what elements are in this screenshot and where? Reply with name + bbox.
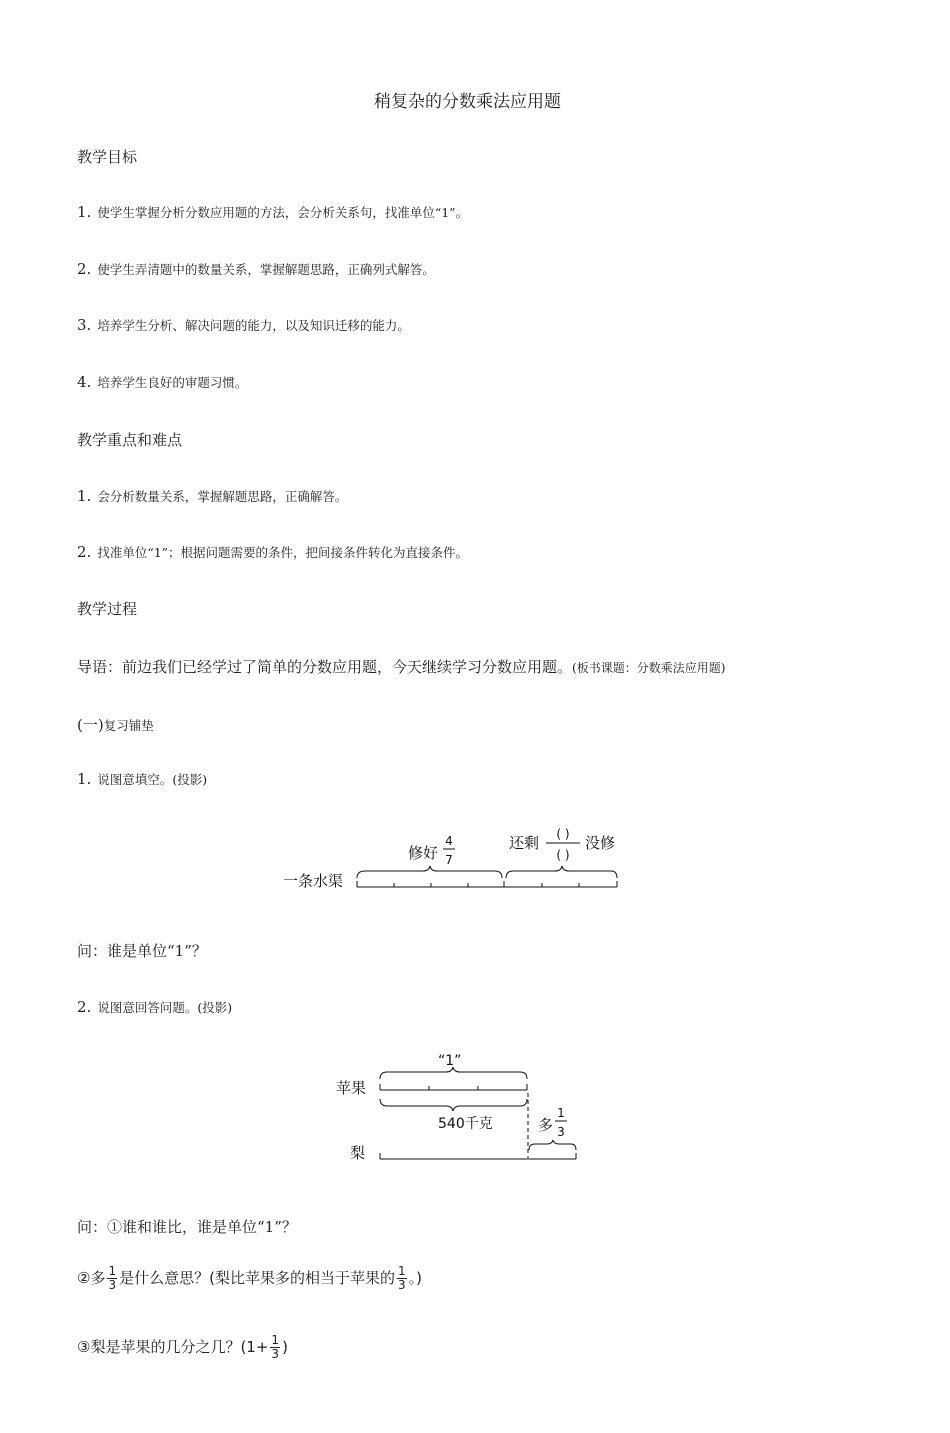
pear-label: 梨 [350,1144,366,1162]
objective-text: 使学生弄清题中的数量关系，掌握解题思路，正确列式解答。 [97,262,435,277]
objective-num: 1. [77,203,92,221]
apple-label: 苹果 [336,1079,367,1097]
fixed-label: 修好 [408,844,439,862]
question-2-ask-2 [77,1265,422,1292]
canal-diagram [275,818,635,898]
question-1 [77,770,207,788]
review-title: 复习铺垫 [103,718,154,733]
one-third-fraction [107,1265,117,1292]
canal-label: 一条水渠 [283,872,344,890]
weight-brace [380,1099,527,1111]
keypoint-num: 1. [77,487,92,505]
keypoint-item [77,487,347,505]
unit-brace [380,1067,527,1079]
frac-num: 1 [397,1264,406,1278]
pear-line [380,1153,576,1159]
frac-num: 1 [108,1264,117,1278]
canal-line [357,881,617,887]
intro-main: 导语：前边我们已经学过了简单的分数应用题，今天继续学习分数应用题。 [77,658,573,676]
question-2-ask-3 [77,1334,288,1361]
keypoints-heading: 教学重点和难点 [77,431,183,449]
question-2-ask-1: 问：①谁和谁比，谁是单位“1”？ [77,1218,297,1236]
ask2-part-c: 。) [408,1269,422,1287]
left-label: 还剩 [509,834,540,852]
one-third-fraction [270,1334,280,1361]
intro-paragraph [77,656,725,677]
keypoint-item [77,543,468,561]
ask2-part-b: 是什么意思？(梨比苹果多的相当于苹果的 [119,1269,395,1287]
frac-den: 3 [108,1278,117,1292]
left-brace [506,866,617,878]
review-prefix: (一) [77,716,104,734]
one-third-fraction [397,1265,407,1292]
apple-line [380,1084,527,1090]
objectives-heading: 教学目标 [77,148,138,166]
left-suffix: 没修 [585,834,616,852]
more-frac-num: 1 [557,1106,565,1120]
question-text: 说图意填空。(投影) [97,772,208,787]
objective-item [77,316,410,334]
frac-num: 1 [271,1333,280,1347]
frac-den: 3 [271,1347,280,1361]
fixed-frac-den: 7 [445,853,453,867]
objective-num: 3. [77,316,92,334]
review-heading [77,714,154,735]
question-num: 1. [77,770,92,788]
question-text: 说图意回答问题。(投影) [97,1000,233,1015]
keypoint-num: 2. [77,543,92,561]
objective-text: 培养学生良好的审题习惯。 [97,375,248,390]
question-1-ask: 问：谁是单位“1”？ [77,942,207,960]
more-frac-den: 3 [557,1125,565,1139]
objective-num: 4. [77,373,92,391]
more-label: 多 [538,1116,554,1134]
left-frac-num: ( ) [556,827,570,841]
ask2-part-a: ②多 [77,1269,106,1287]
fixed-brace [357,866,502,878]
apple-pear-diagram [330,1045,590,1170]
keypoint-text: 会分析数量关系，掌握解题思路，正确解答。 [97,489,348,504]
question-num: 2. [77,998,92,1016]
left-frac-den: ( ) [556,848,570,862]
ask3-part-a: ③梨是苹果的几分之几？(1+ [77,1338,269,1356]
page-title: 稍复杂的分数乘法应用题 [374,92,561,112]
objective-text: 培养学生分析、解决问题的能力，以及知识迁移的能力。 [97,318,410,333]
objective-item [77,260,435,278]
objective-item [77,203,468,221]
process-heading: 教学过程 [77,600,138,618]
ask3-part-b: ) [282,1338,288,1356]
keypoint-text: 找准单位“1”；根据问题需要的条件，把间接条件转化为直接条件。 [97,545,469,560]
unit-label: “1” [438,1053,462,1069]
objective-num: 2. [77,260,92,278]
question-2 [77,998,232,1016]
fixed-frac-num: 4 [445,834,453,848]
intro-note: (板书课题：分数乘法应用题) [572,661,726,675]
frac-den: 3 [397,1278,406,1292]
objective-text: 使学生掌握分析分数应用题的方法，会分析关系句，找准单位“1”。 [97,205,469,220]
objective-item [77,373,247,391]
more-brace [529,1140,576,1150]
weight-label: 540千克 [438,1116,493,1132]
